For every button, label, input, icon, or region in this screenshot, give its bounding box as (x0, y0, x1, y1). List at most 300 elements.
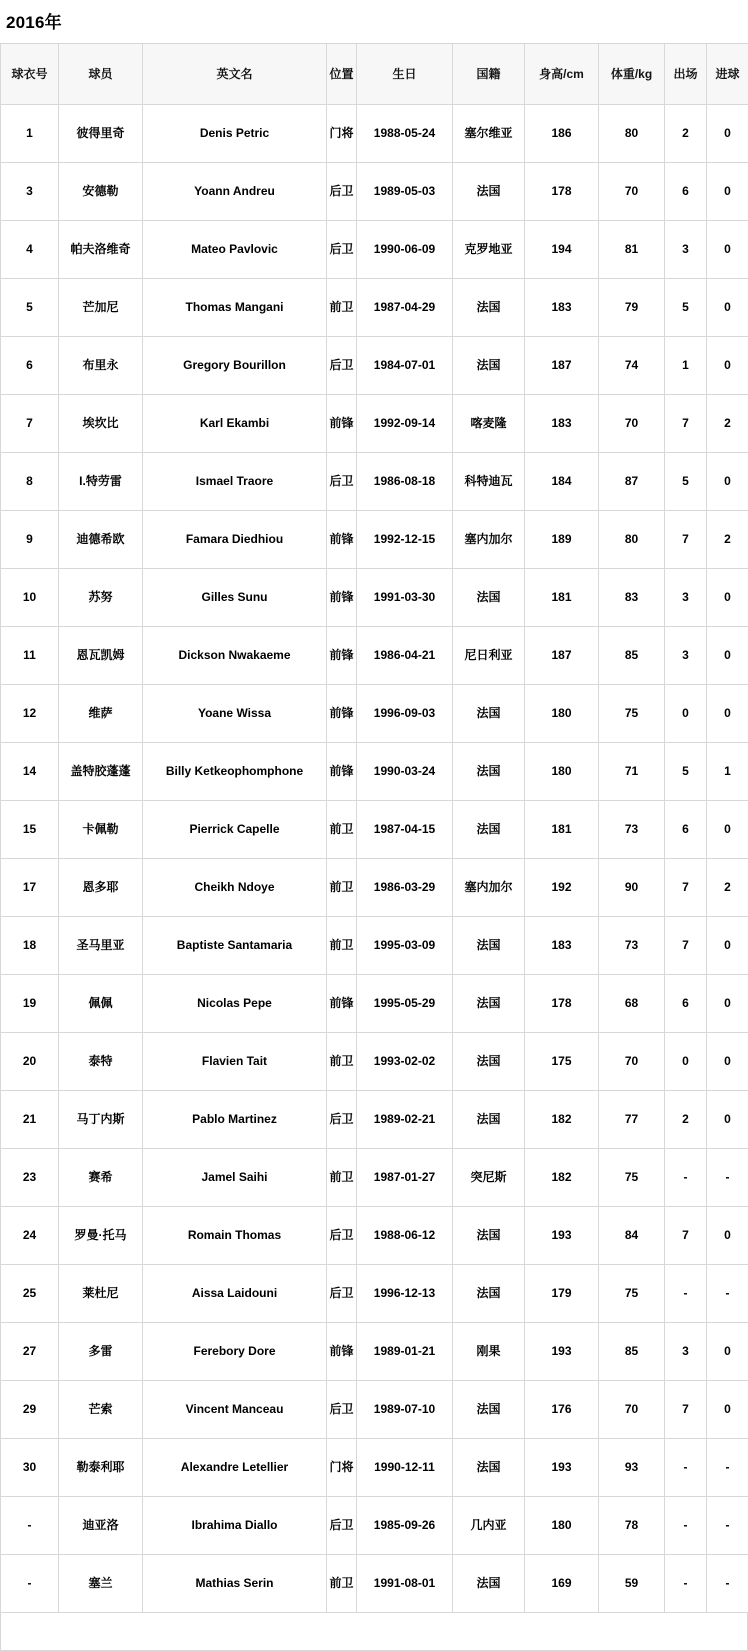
cell-appearances: - (665, 1265, 707, 1323)
cell-nationality: 几内亚 (453, 1497, 525, 1555)
cell-birthday: 1991-08-01 (357, 1555, 453, 1613)
cell-birthday: 1989-05-03 (357, 163, 453, 221)
cell-goals: 0 (707, 1381, 748, 1439)
cell-player-name: 泰特 (59, 1033, 143, 1091)
cell-height: 194 (525, 221, 599, 279)
cell-birthday: 1987-01-27 (357, 1149, 453, 1207)
cell-weight: 73 (599, 917, 665, 975)
table-row (1, 1091, 748, 1149)
table-row (1, 1555, 748, 1613)
cell-birthday: 1986-04-21 (357, 627, 453, 685)
cell-shirt-number: - (1, 1555, 59, 1613)
cell-birthday: 1996-12-13 (357, 1265, 453, 1323)
cell-goals: 0 (707, 917, 748, 975)
cell-nationality: 法国 (453, 163, 525, 221)
column-header-position: 位置 (327, 44, 357, 105)
cell-position: 前卫 (327, 917, 357, 975)
cell-nationality: 克罗地亚 (453, 221, 525, 279)
cell-position: 前卫 (327, 801, 357, 859)
table-row (1, 627, 748, 685)
cell-appearances: 3 (665, 627, 707, 685)
cell-weight: 79 (599, 279, 665, 337)
cell-goals: 0 (707, 221, 748, 279)
cell-goals: 2 (707, 395, 748, 453)
cell-appearances: 5 (665, 279, 707, 337)
cell-english-name: Gregory Bourillon (143, 337, 327, 395)
cell-position: 后卫 (327, 1207, 357, 1265)
cell-nationality: 法国 (453, 279, 525, 337)
column-header-goals: 进球 (707, 44, 748, 105)
table-row (1, 1033, 748, 1091)
table-row (1, 105, 748, 163)
cell-weight: 77 (599, 1091, 665, 1149)
cell-player-name: 莱杜尼 (59, 1265, 143, 1323)
cell-birthday: 1993-02-02 (357, 1033, 453, 1091)
cell-appearances: - (665, 1555, 707, 1613)
cell-player-name: 多雷 (59, 1323, 143, 1381)
cell-appearances: - (665, 1439, 707, 1497)
cell-player-name: 迪德希欧 (59, 511, 143, 569)
cell-nationality: 法国 (453, 743, 525, 801)
cell-nationality: 法国 (453, 569, 525, 627)
cell-height: 184 (525, 453, 599, 511)
table-row (1, 163, 748, 221)
cell-height: 178 (525, 163, 599, 221)
cell-english-name: Karl Ekambi (143, 395, 327, 453)
cell-english-name: Alexandre Letellier (143, 1439, 327, 1497)
cell-shirt-number: 14 (1, 743, 59, 801)
cell-weight: 85 (599, 1323, 665, 1381)
cell-position: 门将 (327, 1439, 357, 1497)
cell-player-name: 布里永 (59, 337, 143, 395)
cell-english-name: Gilles Sunu (143, 569, 327, 627)
cell-nationality: 法国 (453, 975, 525, 1033)
cell-shirt-number: 8 (1, 453, 59, 511)
cell-nationality: 塞尔维亚 (453, 105, 525, 163)
cell-shirt-number: 19 (1, 975, 59, 1033)
cell-position: 门将 (327, 105, 357, 163)
cell-nationality: 法国 (453, 801, 525, 859)
cell-english-name: Pablo Martinez (143, 1091, 327, 1149)
cell-player-name: 佩佩 (59, 975, 143, 1033)
cell-player-name: 卡佩勒 (59, 801, 143, 859)
cell-goals: 0 (707, 453, 748, 511)
cell-player-name: 马丁内斯 (59, 1091, 143, 1149)
cell-english-name: Cheikh Ndoye (143, 859, 327, 917)
cell-shirt-number: 10 (1, 569, 59, 627)
cell-goals: 0 (707, 1323, 748, 1381)
cell-shirt-number: 1 (1, 105, 59, 163)
cell-goals: 0 (707, 1091, 748, 1149)
column-header-nationality: 国籍 (453, 44, 525, 105)
cell-appearances: 7 (665, 395, 707, 453)
cell-height: 186 (525, 105, 599, 163)
cell-position: 后卫 (327, 337, 357, 395)
cell-goals: - (707, 1149, 748, 1207)
cell-birthday: 1989-01-21 (357, 1323, 453, 1381)
cell-height: 193 (525, 1439, 599, 1497)
cell-weight: 83 (599, 569, 665, 627)
cell-english-name: Flavien Tait (143, 1033, 327, 1091)
cell-english-name: Thomas Mangani (143, 279, 327, 337)
cell-english-name: Mathias Serin (143, 1555, 327, 1613)
cell-player-name: 塞兰 (59, 1555, 143, 1613)
cell-player-name: 迪亚洛 (59, 1497, 143, 1555)
cell-appearances: 0 (665, 685, 707, 743)
cell-height: 193 (525, 1323, 599, 1381)
cell-birthday: 1990-12-11 (357, 1439, 453, 1497)
cell-shirt-number: 30 (1, 1439, 59, 1497)
cell-english-name: Vincent Manceau (143, 1381, 327, 1439)
cell-english-name: Dickson Nwakaeme (143, 627, 327, 685)
cell-shirt-number: 29 (1, 1381, 59, 1439)
cell-english-name: Billy Ketkeophomphone (143, 743, 327, 801)
cell-height: 178 (525, 975, 599, 1033)
cell-goals: 0 (707, 685, 748, 743)
cell-appearances: 6 (665, 163, 707, 221)
cell-weight: 80 (599, 511, 665, 569)
cell-goals: - (707, 1497, 748, 1555)
cell-english-name: Mateo Pavlovic (143, 221, 327, 279)
cell-shirt-number: 7 (1, 395, 59, 453)
cell-nationality: 喀麦隆 (453, 395, 525, 453)
cell-nationality: 尼日利亚 (453, 627, 525, 685)
cell-english-name: Famara Diedhiou (143, 511, 327, 569)
cell-appearances: 2 (665, 1091, 707, 1149)
table-row (1, 743, 748, 801)
cell-appearances: 5 (665, 453, 707, 511)
cell-birthday: 1990-06-09 (357, 221, 453, 279)
cell-height: 179 (525, 1265, 599, 1323)
cell-appearances: 7 (665, 511, 707, 569)
cell-player-name: 恩多耶 (59, 859, 143, 917)
cell-birthday: 1986-03-29 (357, 859, 453, 917)
cell-weight: 70 (599, 1033, 665, 1091)
cell-birthday: 1995-03-09 (357, 917, 453, 975)
cell-position: 前锋 (327, 511, 357, 569)
cell-weight: 75 (599, 1149, 665, 1207)
cell-position: 后卫 (327, 1265, 357, 1323)
cell-birthday: 1990-03-24 (357, 743, 453, 801)
cell-goals: 0 (707, 1207, 748, 1265)
cell-appearances: - (665, 1149, 707, 1207)
table-row (1, 395, 748, 453)
cell-weight: 90 (599, 859, 665, 917)
cell-english-name: Aissa Laidouni (143, 1265, 327, 1323)
cell-height: 176 (525, 1381, 599, 1439)
cell-appearances: 6 (665, 801, 707, 859)
cell-weight: 70 (599, 163, 665, 221)
cell-birthday: 1984-07-01 (357, 337, 453, 395)
cell-height: 180 (525, 1497, 599, 1555)
cell-english-name: Yoann Andreu (143, 163, 327, 221)
page-title: 2016年 (0, 0, 748, 43)
cell-birthday: 1992-12-15 (357, 511, 453, 569)
cell-appearances: 6 (665, 975, 707, 1033)
cell-nationality: 法国 (453, 1439, 525, 1497)
cell-weight: 75 (599, 685, 665, 743)
cell-weight: 68 (599, 975, 665, 1033)
cell-appearances: 7 (665, 917, 707, 975)
table-row (1, 1149, 748, 1207)
cell-height: 182 (525, 1149, 599, 1207)
cell-appearances: 7 (665, 1381, 707, 1439)
cell-height: 183 (525, 279, 599, 337)
cell-weight: 85 (599, 627, 665, 685)
cell-goals: 0 (707, 1033, 748, 1091)
table-row (1, 569, 748, 627)
cell-position: 前卫 (327, 1149, 357, 1207)
table-row (1, 453, 748, 511)
cell-shirt-number: 27 (1, 1323, 59, 1381)
cell-birthday: 1987-04-15 (357, 801, 453, 859)
table-header-row (1, 44, 748, 105)
cell-weight: 81 (599, 221, 665, 279)
cell-position: 前锋 (327, 1323, 357, 1381)
cell-appearances: 3 (665, 569, 707, 627)
cell-position: 后卫 (327, 1091, 357, 1149)
cell-goals: 0 (707, 569, 748, 627)
cell-weight: 84 (599, 1207, 665, 1265)
cell-position: 前卫 (327, 859, 357, 917)
cell-goals: 0 (707, 279, 748, 337)
cell-english-name: Baptiste Santamaria (143, 917, 327, 975)
cell-height: 180 (525, 685, 599, 743)
cell-nationality: 法国 (453, 337, 525, 395)
cell-goals: - (707, 1439, 748, 1497)
cell-birthday: 1991-03-30 (357, 569, 453, 627)
cell-shirt-number: 15 (1, 801, 59, 859)
cell-appearances: 3 (665, 221, 707, 279)
cell-appearances: 0 (665, 1033, 707, 1091)
cell-birthday: 1986-08-18 (357, 453, 453, 511)
cell-weight: 78 (599, 1497, 665, 1555)
cell-shirt-number: 18 (1, 917, 59, 975)
cell-position: 前卫 (327, 1033, 357, 1091)
table-header (1, 44, 748, 105)
cell-position: 前锋 (327, 975, 357, 1033)
cell-goals: 0 (707, 105, 748, 163)
table-row (1, 975, 748, 1033)
cell-height: 181 (525, 801, 599, 859)
cell-english-name: Ismael Traore (143, 453, 327, 511)
cell-height: 180 (525, 743, 599, 801)
cell-nationality: 法国 (453, 917, 525, 975)
cell-appearances: 1 (665, 337, 707, 395)
table-row (1, 511, 748, 569)
cell-nationality: 法国 (453, 1381, 525, 1439)
table-row (1, 1497, 748, 1555)
cell-shirt-number: - (1, 1497, 59, 1555)
cell-height: 183 (525, 395, 599, 453)
cell-goals: - (707, 1265, 748, 1323)
cell-position: 后卫 (327, 1381, 357, 1439)
cell-birthday: 1992-09-14 (357, 395, 453, 453)
cell-nationality: 科特迪瓦 (453, 453, 525, 511)
cell-player-name: 罗曼·托马 (59, 1207, 143, 1265)
cell-weight: 73 (599, 801, 665, 859)
cell-height: 175 (525, 1033, 599, 1091)
table-bottom-spacer (0, 1613, 748, 1651)
cell-birthday: 1989-07-10 (357, 1381, 453, 1439)
cell-shirt-number: 3 (1, 163, 59, 221)
cell-player-name: 安德勒 (59, 163, 143, 221)
cell-position: 前锋 (327, 395, 357, 453)
cell-nationality: 法国 (453, 1207, 525, 1265)
cell-weight: 59 (599, 1555, 665, 1613)
cell-position: 前锋 (327, 685, 357, 743)
cell-shirt-number: 9 (1, 511, 59, 569)
cell-nationality: 突尼斯 (453, 1149, 525, 1207)
cell-birthday: 1988-06-12 (357, 1207, 453, 1265)
table-row (1, 801, 748, 859)
cell-player-name: 赛希 (59, 1149, 143, 1207)
cell-goals: - (707, 1555, 748, 1613)
cell-goals: 0 (707, 627, 748, 685)
column-header-english-name: 英文名 (143, 44, 327, 105)
column-header-player: 球员 (59, 44, 143, 105)
table-row (1, 859, 748, 917)
cell-nationality: 法国 (453, 1555, 525, 1613)
table-row (1, 1265, 748, 1323)
cell-english-name: Yoane Wissa (143, 685, 327, 743)
cell-position: 前锋 (327, 569, 357, 627)
cell-shirt-number: 17 (1, 859, 59, 917)
cell-goals: 1 (707, 743, 748, 801)
cell-goals: 2 (707, 859, 748, 917)
cell-shirt-number: 4 (1, 221, 59, 279)
column-header-weight: 体重/kg (599, 44, 665, 105)
table-body (1, 105, 748, 1613)
cell-shirt-number: 20 (1, 1033, 59, 1091)
cell-nationality: 法国 (453, 1265, 525, 1323)
column-header-shirt-number: 球衣号 (1, 44, 59, 105)
cell-english-name: Ibrahima Diallo (143, 1497, 327, 1555)
cell-shirt-number: 25 (1, 1265, 59, 1323)
cell-height: 187 (525, 627, 599, 685)
cell-weight: 80 (599, 105, 665, 163)
table-row (1, 1323, 748, 1381)
cell-goals: 0 (707, 801, 748, 859)
cell-english-name: Denis Petric (143, 105, 327, 163)
table-row (1, 685, 748, 743)
cell-shirt-number: 21 (1, 1091, 59, 1149)
cell-birthday: 1996-09-03 (357, 685, 453, 743)
cell-weight: 71 (599, 743, 665, 801)
cell-nationality: 法国 (453, 685, 525, 743)
cell-player-name: 圣马里亚 (59, 917, 143, 975)
cell-shirt-number: 12 (1, 685, 59, 743)
cell-player-name: I.特劳雷 (59, 453, 143, 511)
cell-player-name: 彼得里奇 (59, 105, 143, 163)
cell-player-name: 苏努 (59, 569, 143, 627)
cell-goals: 0 (707, 337, 748, 395)
table-row (1, 917, 748, 975)
table-row (1, 1381, 748, 1439)
cell-goals: 0 (707, 163, 748, 221)
cell-nationality: 法国 (453, 1091, 525, 1149)
cell-english-name: Jamel Saihi (143, 1149, 327, 1207)
cell-weight: 93 (599, 1439, 665, 1497)
cell-player-name: 维萨 (59, 685, 143, 743)
cell-shirt-number: 11 (1, 627, 59, 685)
cell-weight: 70 (599, 395, 665, 453)
cell-position: 前卫 (327, 279, 357, 337)
cell-position: 前卫 (327, 1555, 357, 1613)
cell-birthday: 1985-09-26 (357, 1497, 453, 1555)
cell-goals: 0 (707, 975, 748, 1033)
cell-height: 183 (525, 917, 599, 975)
cell-position: 后卫 (327, 1497, 357, 1555)
cell-appearances: 7 (665, 1207, 707, 1265)
cell-appearances: 7 (665, 859, 707, 917)
cell-appearances: 3 (665, 1323, 707, 1381)
cell-height: 187 (525, 337, 599, 395)
cell-player-name: 勒泰利耶 (59, 1439, 143, 1497)
table-row (1, 221, 748, 279)
cell-birthday: 1995-05-29 (357, 975, 453, 1033)
table-row (1, 1207, 748, 1265)
column-header-appearances: 出场 (665, 44, 707, 105)
cell-height: 169 (525, 1555, 599, 1613)
cell-shirt-number: 23 (1, 1149, 59, 1207)
cell-nationality: 刚果 (453, 1323, 525, 1381)
cell-weight: 87 (599, 453, 665, 511)
cell-english-name: Nicolas Pepe (143, 975, 327, 1033)
cell-shirt-number: 24 (1, 1207, 59, 1265)
cell-nationality: 塞内加尔 (453, 859, 525, 917)
cell-english-name: Ferebory Dore (143, 1323, 327, 1381)
cell-height: 193 (525, 1207, 599, 1265)
cell-position: 后卫 (327, 453, 357, 511)
cell-shirt-number: 5 (1, 279, 59, 337)
cell-position: 后卫 (327, 221, 357, 279)
cell-height: 192 (525, 859, 599, 917)
cell-appearances: 5 (665, 743, 707, 801)
cell-weight: 75 (599, 1265, 665, 1323)
cell-shirt-number: 6 (1, 337, 59, 395)
cell-english-name: Pierrick Capelle (143, 801, 327, 859)
cell-appearances: 2 (665, 105, 707, 163)
cell-weight: 74 (599, 337, 665, 395)
cell-height: 181 (525, 569, 599, 627)
cell-position: 前锋 (327, 627, 357, 685)
cell-player-name: 芒加尼 (59, 279, 143, 337)
cell-weight: 70 (599, 1381, 665, 1439)
cell-height: 189 (525, 511, 599, 569)
cell-birthday: 1988-05-24 (357, 105, 453, 163)
cell-player-name: 恩瓦凯姆 (59, 627, 143, 685)
squad-table (0, 43, 748, 1613)
cell-nationality: 法国 (453, 1033, 525, 1091)
cell-player-name: 芒索 (59, 1381, 143, 1439)
table-row (1, 337, 748, 395)
cell-player-name: 埃坎比 (59, 395, 143, 453)
cell-birthday: 1987-04-29 (357, 279, 453, 337)
cell-player-name: 帕夫洛维奇 (59, 221, 143, 279)
table-row (1, 1439, 748, 1497)
cell-appearances: - (665, 1497, 707, 1555)
cell-nationality: 塞内加尔 (453, 511, 525, 569)
column-header-birthday: 生日 (357, 44, 453, 105)
cell-height: 182 (525, 1091, 599, 1149)
column-header-height: 身高/cm (525, 44, 599, 105)
cell-position: 后卫 (327, 163, 357, 221)
table-row (1, 279, 748, 337)
cell-birthday: 1989-02-21 (357, 1091, 453, 1149)
cell-player-name: 盖特胶蓬蓬 (59, 743, 143, 801)
cell-goals: 2 (707, 511, 748, 569)
